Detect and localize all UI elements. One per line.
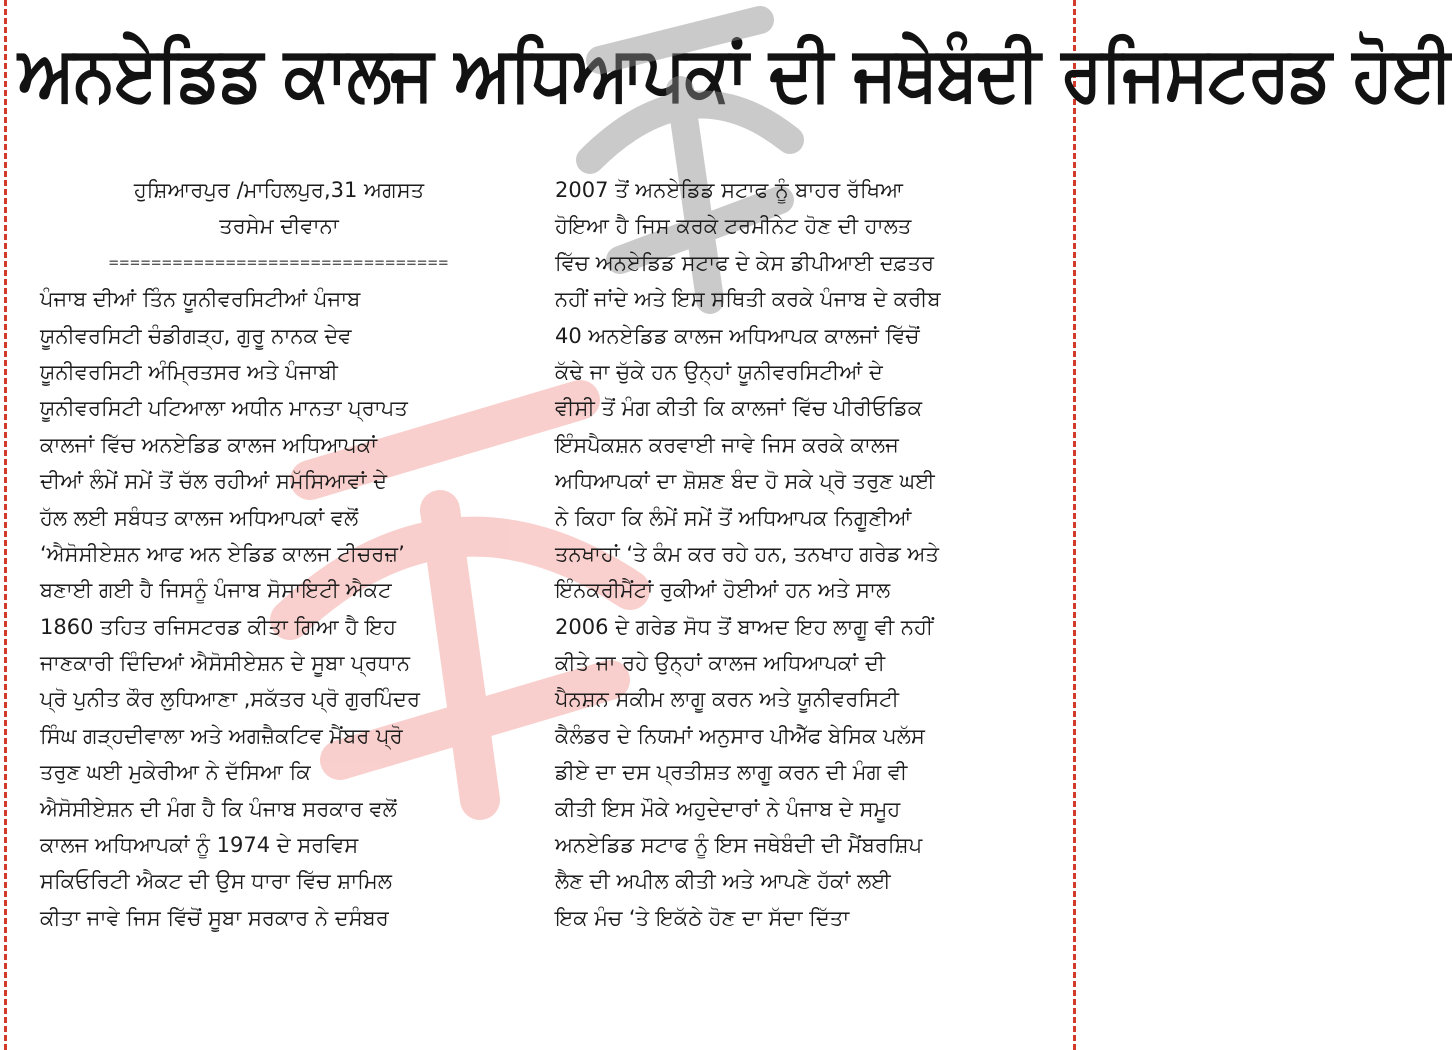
left-line: ‘ਐਸੋਸੀਏਸ਼ਨ ਆਫ ਅਨ ਏਡਿਡ ਕਾਲਜ ਟੀਚਰਜ਼’: [40, 541, 405, 566]
right-line: 40 ਅਨਏਡਿਡ ਕਾਲਜ ਅਧਿਆਪਕ ਕਾਲਜਾਂ ਵਿੱਚੋਂ: [555, 323, 920, 348]
right-line: ਕੀਤੇ ਜਾ ਰਹੇ ਉਨ੍ਹਾਂ ਕਾਲਜ ਅਧਿਆਪਕਾਂ ਦੀ: [555, 651, 886, 676]
left-line: ਸਕਿਓਰਿਟੀ ਐਕਟ ਦੀ ਉਸ ਧਾਰਾ ਵਿੱਚ ਸ਼ਾਮਿਲ: [40, 869, 392, 894]
left-line: ਤਰੁਣ ਘਈ ਮੁਕੇਰੀਆ ਨੇ ਦੱਸਿਆ ਕਿ: [40, 760, 311, 785]
left-line: ਪ੍ਰੋ ਪੁਨੀਤ ਕੌਰ ਲੁਧਿਆਣਾ ,ਸਕੱਤਰ ਪ੍ਰੋ ਗੁਰਪਿੰਦਰ: [40, 687, 420, 712]
left-line: ਬਣਾਈ ਗਈ ਹੈ ਜਿਸਨੂੰ ਪੰਜਾਬ ਸੋਸਾਇਟੀ ਐਕਟ: [40, 578, 392, 603]
right-line: 2007 ਤੋਂ ਅਨਏਡਿਡ ਸਟਾਫ ਨੂੰ ਬਾਹਰ ਰੱਖਿਆ: [555, 178, 903, 202]
right-line: ਇੰਨਕਰੀਮੈਂਟਾਂ ਰੁਕੀਆਂ ਹੋਈਆਂ ਹਨ ਅਤੇ ਸਾਲ: [555, 578, 891, 603]
right-line: ਪੈਨਸ਼ਨ ਸਕੀਮ ਲਾਗੂ ਕਰਨ ਅਤੇ ਯੂਨੀਵਰਸਿਟੀ: [555, 687, 899, 712]
left-line: ਯੂਨੀਵਰਸਿਟੀ ਚੰਡੀਗੜ੍ਹ, ਗੁਰੂ ਨਾਨਕ ਦੇਵ: [40, 323, 352, 348]
left-line: ਦੀਆਂ ਲੰਮੇਂ ਸਮੇਂ ਤੋਂ ਚੱਲ ਰਹੀਆਂ ਸਮੱਸਿਆਵਾਂ ਦੇ: [40, 469, 388, 494]
byline: ਤਰਸੇਮ ਦੀਵਾਨਾ: [219, 214, 339, 239]
left-line: ਕੀਤਾ ਜਾਵੇ ਜਿਸ ਵਿੱਚੋਂ ਸੂਬਾ ਸਰਕਾਰ ਨੇ ਦਸੰਬਰ: [40, 905, 389, 930]
right-line: ਕੀਤੀ ਇਸ ਮੌਕੇ ਅਹੁਦੇਦਾਰਾਂ ਨੇ ਪੰਜਾਬ ਦੇ ਸਮੂਹ: [555, 796, 901, 821]
right-line: ਅਨਏਡਿਡ ਸਟਾਫ ਨੂੰ ਇਸ ਜਥੇਬੰਦੀ ਦੀ ਮੈਂਬਰਸ਼ਿਪ: [555, 833, 923, 858]
right-article-column: [555, 172, 1045, 936]
left-line: ਯੂਨੀਵਰਸਿਟੀ ਪਟਿਆਲਾ ਅਧੀਨ ਮਾਨਤਾ ਪ੍ਰਾਪਤ: [40, 396, 408, 421]
right-line: ਕੱਢੇ ਜਾ ਚੁੱਕੇ ਹਨ ਉਨ੍ਹਾਂ ਯੂਨੀਵਰਸਿਟੀਆਂ ਦੇ: [555, 359, 883, 384]
left-line: ਕਾਲਜਾਂ ਵਿੱਚ ਅਨਏਡਿਡ ਕਾਲਜ ਅਧਿਆਪਕਾਂ: [40, 432, 378, 457]
dateline: ਹੁਸ਼ਿਆਰਪੁਰ /ਮਾਹਿਲਪੁਰ,31 ਅਗਸਤ: [133, 178, 425, 202]
right-line: ਵਿੱਚ ਅਨਏਡਿਡ ਸਟਾਫ ਦੇ ਕੇਸ ਡੀਪੀਆਈ ਦਫ਼ਤਰ: [555, 250, 935, 275]
right-line: 2006 ਦੇ ਗਰੇਡ ਸੋਧ ਤੋਂ ਬਾਅਦ ਇਹ ਲਾਗੂ ਵੀ ਨਹੀਂ: [555, 614, 934, 639]
right-line: ਡੀਏ ਦਾ ਦਸ ਪ੍ਰਤੀਸ਼ਤ ਲਾਗੂ ਕਰਨ ਦੀ ਮੰਗ ਵੀ: [555, 760, 908, 785]
headline: ਅਨਏਡਿਡ ਕਾਲਜ ਅਧਿਆਪਕਾਂ ਦੀ ਜਥੇਬੰਦੀ ਰਜਿਸਟਰਡ ਹੋਈ: [18, 29, 1452, 118]
left-line: ਸਿੰਘ ਗੜ੍ਹਦੀਵਾਲਾ ਅਤੇ ਅਗਜ਼ੈਕਟਿਵ ਮੈਂਬਰ ਪ੍ਰੋ: [40, 723, 403, 748]
right-line: ਨੇ ਕਿਹਾ ਕਿ ਲੰਮੇਂ ਸਮੇਂ ਤੋਂ ਅਧਿਆਪਕ ਨਿਗੂਣੀਆਂ: [555, 505, 912, 530]
right-line: ਅਧਿਆਪਕਾਂ ਦਾ ਸ਼ੋਸ਼ਣ ਬੰਦ ਹੋ ਸਕੇ ਪ੍ਰੋ ਤਰੁਣ ਘਈ: [555, 469, 935, 494]
left-line: ਪੰਜਾਬ ਦੀਆਂ ਤਿੰਨ ਯੂਨੀਵਰਸਿਟੀਆਂ ਪੰਜਾਬ: [40, 287, 361, 312]
right-line: ਕੈਲੰਡਰ ਦੇ ਨਿਯਮਾਂ ਅਨੁਸਾਰ ਪੀਐੱਫ ਬੇਸਿਕ ਪਲੱਸ: [555, 723, 925, 748]
right-line: ਵੀਸੀ ਤੋਂ ਮੰਗ ਕੀਤੀ ਕਿ ਕਾਲਜਾਂ ਵਿੱਚ ਪੀਰੀਓਡਿਕ: [555, 396, 923, 421]
right-line: ਤਨਖਾਹਾਂ ‘ਤੇ ਕੰਮ ਕਰ ਰਹੇ ਹਨ, ਤਨਖਾਹ ਗਰੇਡ ਅਤੇ: [555, 541, 939, 566]
separator-line: ================================: [108, 252, 450, 272]
left-line: ਐਸੋਸੀਏਸ਼ਨ ਦੀ ਮੰਗ ਹੈ ਕਿ ਪੰਜਾਬ ਸਰਕਾਰ ਵਲੋਂ: [40, 796, 397, 821]
left-dashed-border: [4, 0, 7, 1050]
left-line: ਹੱਲ ਲਈ ਸਬੰਧਤ ਕਾਲਜ ਅਧਿਆਪਕਾਂ ਵਲੋਂ: [40, 505, 359, 530]
left-line: ਕਾਲਜ ਅਧਿਆਪਕਾਂ ਨੂੰ 1974 ਦੇ ਸਰਵਿਸ: [40, 833, 359, 858]
left-line: ਜਾਣਕਾਰੀ ਦਿੰਦਿਆਂ ਐਸੋਸੀਏਸ਼ਨ ਦੇ ਸੂਬਾ ਪ੍ਰਧਾਨ: [40, 651, 410, 676]
right-line: ਇਕ ਮੰਚ ‘ਤੇ ਇਕੱਠੇ ਹੋਣ ਦਾ ਸੱਦਾ ਦਿੱਤਾ: [555, 905, 850, 930]
left-line: 1860 ਤਹਿਤ ਰਜਿਸਟਰਡ ਕੀਤਾ ਗਿਆ ਹੈ ਇਹ: [40, 614, 396, 639]
right-line: ਲੈਣ ਦੀ ਅਪੀਲ ਕੀਤੀ ਅਤੇ ਆਪਣੇ ਹੱਕਾਂ ਲਈ: [555, 869, 891, 894]
right-line: ਹੋਇਆ ਹੈ ਜਿਸ ਕਰਕੇ ਟਰਮੀਨੇਟ ਹੋਣ ਦੀ ਹਾਲਤ: [555, 214, 912, 239]
right-line: ਇੰਸਪੈਕਸ਼ਨ ਕਰਵਾਈ ਜਾਵੇ ਜਿਸ ਕਰਕੇ ਕਾਲਜ: [555, 432, 899, 457]
right-line: ਨਹੀਂ ਜਾਂਦੇ ਅਤੇ ਇਸ ਸਥਿਤੀ ਕਰਕੇ ਪੰਜਾਬ ਦੇ ਕਰੀਬ: [555, 287, 941, 312]
left-article-column: [40, 172, 518, 936]
left-line: ਯੂਨੀਵਰਸਿਟੀ ਅੰਮ੍ਰਿਤਸਰ ਅਤੇ ਪੰਜਾਬੀ: [40, 359, 338, 384]
right-dashed-border: [1073, 0, 1076, 1050]
